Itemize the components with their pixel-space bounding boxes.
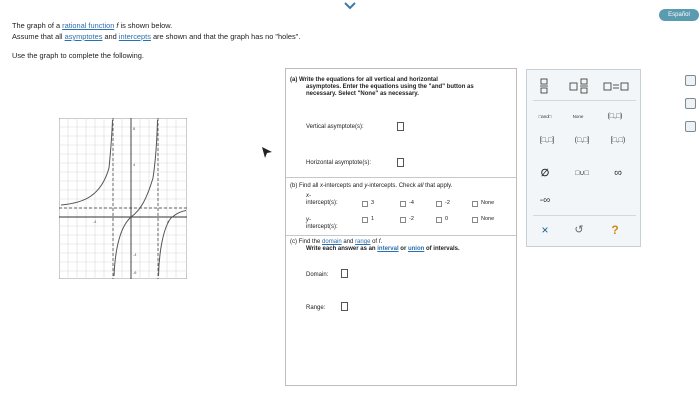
grid-tool-icon[interactable]	[685, 75, 696, 86]
domain-label: Domain:	[306, 272, 329, 278]
help-button[interactable]: ?	[611, 223, 619, 237]
y-intercept-option-none-checkbox[interactable]	[472, 217, 478, 223]
function-graph	[59, 118, 187, 279]
vertical-asymptote-label: Vertical asymptote(s):	[306, 124, 364, 130]
rational-function-link[interactable]: rational function	[62, 21, 115, 30]
negative-infinity-button[interactable]: -∞	[539, 195, 551, 206]
y-intercept-option-0-checkbox[interactable]	[436, 217, 442, 223]
svg-text:-4: -4	[93, 220, 97, 224]
range-input[interactable]	[341, 302, 348, 311]
none-button[interactable]: None	[572, 114, 584, 119]
math-palette	[526, 69, 641, 247]
range-link[interactable]: range	[355, 239, 371, 245]
open-interval-button[interactable]: (□,□)	[607, 113, 623, 120]
x-intercept-option-neg4-checkbox[interactable]	[400, 201, 406, 207]
x-intercept-option-3-checkbox[interactable]	[362, 201, 368, 207]
svg-text:4: 4	[167, 220, 170, 224]
y-intercept-option-label: None	[481, 216, 495, 222]
y-intercept-option-label: 0	[445, 216, 449, 222]
part-b-instruction: (b) Find all x-intercepts and y-intercepts. Check all that apply.	[290, 183, 453, 189]
y-intercept-var: y-	[306, 217, 311, 223]
x-intercept-option-label: None	[481, 200, 495, 206]
divider	[286, 177, 516, 178]
domain-input[interactable]	[341, 269, 348, 278]
message-tool-icon[interactable]	[685, 121, 696, 132]
and-button[interactable]: □and□	[538, 114, 552, 119]
x-intercept-option-none-checkbox[interactable]	[472, 201, 478, 207]
y-intercept-option-neg2-checkbox[interactable]	[400, 217, 406, 223]
horizontal-asymptote-input[interactable]	[397, 158, 404, 167]
y-intercept-option-label: -2	[409, 216, 414, 222]
x-intercept-var: x-	[306, 193, 311, 199]
clear-button[interactable]: ×	[541, 223, 549, 237]
divider	[286, 235, 516, 236]
closed-interval-button[interactable]: [□,□]	[539, 137, 555, 144]
interval-link[interactable]: interval	[377, 246, 399, 252]
x-intercept-option-label: -2	[445, 200, 450, 206]
x-intercept-label: intercept(s):	[306, 200, 338, 206]
intro-line-1: The graph of a rational function f is shown below.	[12, 21, 173, 30]
y-intercept-option-label: 1	[371, 216, 375, 222]
svg-text:-6: -6	[133, 271, 137, 275]
chevron-down-icon[interactable]	[336, 0, 364, 14]
book-tool-icon[interactable]	[685, 98, 696, 109]
question-panel	[285, 68, 517, 386]
part-a-instruction-1: (a) Write the equations for all vertical and horizontal	[290, 77, 438, 83]
x-intercept-option-neg2-checkbox[interactable]	[436, 201, 442, 207]
undo-button[interactable]: ↺	[574, 224, 584, 236]
mixed-number-button[interactable]	[569, 78, 591, 94]
left-open-interval-button[interactable]: (□,□]	[574, 137, 590, 144]
part-a-instruction-3: necessary. Select "None" as necessary.	[306, 91, 419, 97]
y-intercept-option-1-checkbox[interactable]	[362, 217, 368, 223]
range-label: Range:	[306, 305, 326, 311]
domain-link[interactable]: domain	[322, 239, 342, 245]
union-link[interactable]: union	[407, 246, 425, 252]
fraction-button[interactable]	[539, 78, 549, 94]
palette-divider	[533, 215, 636, 216]
right-open-interval-button[interactable]: [□,□)	[610, 137, 626, 144]
intercepts-link[interactable]: intercepts	[118, 32, 151, 41]
palette-divider	[533, 100, 636, 101]
infinity-button[interactable]: ∞	[614, 167, 622, 179]
part-c-instruction-1: (c) Find the domain and range of f.	[290, 239, 383, 245]
asymptotes-link[interactable]: asymptotes	[64, 32, 103, 41]
mouse-cursor-icon	[262, 147, 272, 159]
vertical-asymptote-input[interactable]	[397, 122, 404, 131]
svg-text:8: 8	[133, 127, 136, 131]
intro-line-2: Assume that all asymptotes and intercepts are shown and that the graph has no "holes".	[12, 32, 301, 41]
part-c-instruction-2: Write each answer as an interval or union of intervals.	[306, 246, 460, 252]
svg-text:4: 4	[133, 163, 136, 167]
x-intercept-option-label: -4	[409, 200, 414, 206]
equals-button[interactable]	[603, 82, 629, 91]
horizontal-asymptote-label: Horizontal asymptote(s):	[306, 160, 372, 166]
instructions: Use the graph to complete the following.	[12, 51, 144, 60]
part-a-instruction-2: asymptotes. Enter the equations using the "and" button as	[306, 84, 474, 90]
language-button[interactable]: Español	[659, 9, 699, 21]
x-intercept-option-label: 3	[371, 200, 375, 206]
empty-set-button[interactable]: ∅	[540, 168, 550, 179]
svg-text:-4: -4	[133, 253, 137, 257]
y-intercept-label: intercept(s):	[306, 224, 338, 230]
union-button[interactable]: □∪□	[575, 170, 589, 177]
